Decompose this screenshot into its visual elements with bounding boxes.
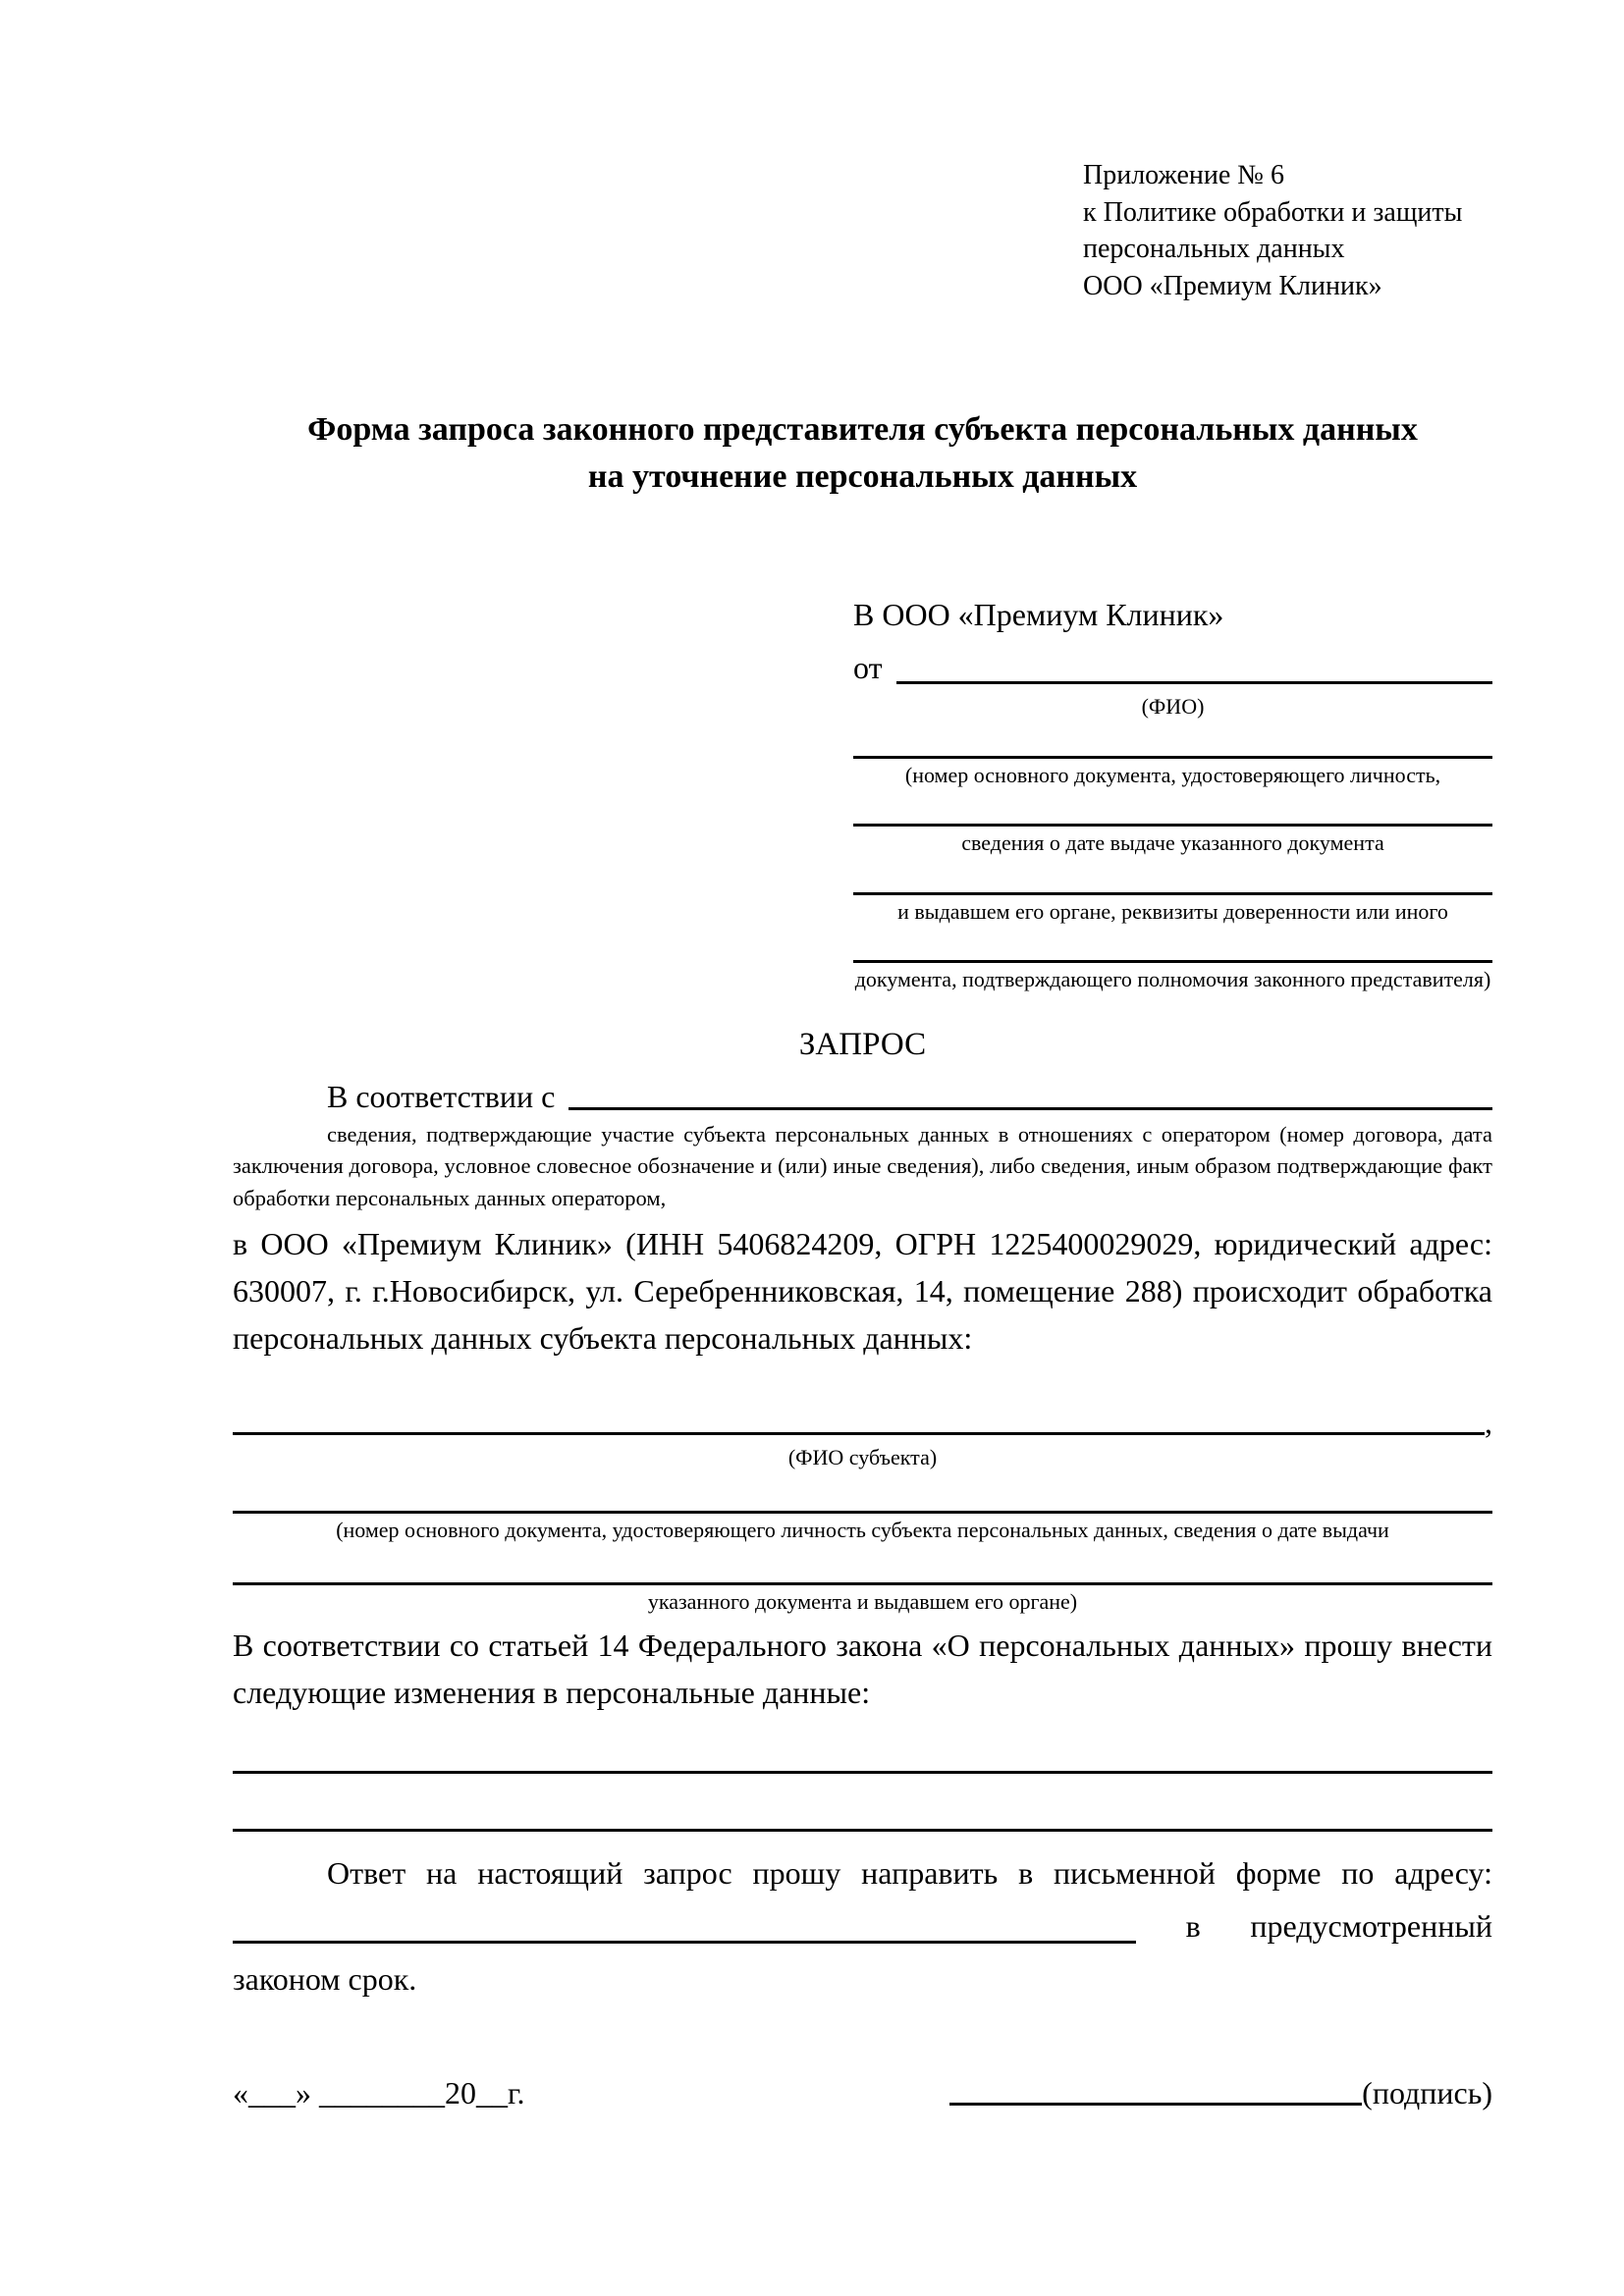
subject-doc-caption: (номер основного документа, удостоверяющего личность субъекта персональных данных, сведения о дате выдачи [336, 1517, 1389, 1542]
representative-doc-field [853, 960, 1492, 993]
from-label: от [853, 649, 883, 685]
answer-paragraph-line1: Ответ на настоящий запрос прошу направить в письменной форме по адресу: [327, 1854, 1492, 1891]
appendix-header-line: Приложение № 6 [1083, 160, 1284, 190]
appendix-header [1083, 157, 1492, 304]
fill-line [853, 756, 1492, 759]
subject-doc-fill-line [233, 1582, 1492, 1585]
signature-fill-line [949, 2103, 1362, 2106]
address-fill-line [233, 1941, 1136, 1944]
appendix-header-line: к Политике обработки и защиты [1083, 196, 1463, 228]
answer-paragraph-line2 [233, 1902, 1492, 1949]
subject-fio-caption: (ФИО субъекта) [787, 1445, 938, 1470]
fill-line [853, 824, 1492, 827]
answer-word: предусмотренный [1250, 1907, 1492, 1944]
subject-fio-fill-line [233, 1432, 1485, 1435]
appendix-header-line: ООО «Премиум Клиник» [1083, 270, 1382, 301]
from-row [853, 645, 1492, 690]
intro-fill-line [568, 1107, 1492, 1110]
fill-line-caption: сведения о дате выдаче указанного документа [961, 830, 1384, 856]
fill-line-caption: (номер основного документа, удостоверяющего личность, [904, 762, 1441, 787]
fill-line [853, 960, 1492, 963]
fill-line-caption: и выдавшем его органе, реквизиты доверенности или иного [897, 898, 1448, 924]
fill-line [853, 892, 1492, 895]
representative-doc-field [853, 892, 1492, 926]
representative-doc-field [853, 824, 1492, 857]
intro-row [233, 1079, 1492, 1115]
representative-doc-field [853, 756, 1492, 789]
signature-block [949, 2075, 1492, 2111]
form-title-line1: Форма запроса законного представителя субъекта персональных данных [307, 411, 1418, 449]
intro-prefix: В соответствии с [327, 1078, 556, 1114]
operator-paragraph: в ООО «Премиум Клиник» (ИНН 5406824209, ОГРН 1225400029029, юридический адрес: 630007, г. г.Новосибирск, ул. Серебренниковская, 14, помещение 288) происходит обработка персональных данных субъекта персональных данных: [233, 1226, 1492, 1357]
subject-fio-row [233, 1405, 1492, 1441]
addressee-block [853, 592, 1492, 993]
addressee-organization: В ООО «Премиум Клиник» [853, 596, 1224, 632]
answer-word: в [1185, 1907, 1201, 1944]
footer-row [233, 2075, 1492, 2111]
law-paragraph: В соответствии со статьей 14 Федерального закона «О персональных данных» прошу внести следующие изменения в персональные данные: [233, 1627, 1492, 1710]
subject-fio-comma: , [1485, 1405, 1492, 1441]
appendix-header-line: персональных данных [1083, 234, 1345, 265]
form-title-line2: на уточнение персональных данных [587, 458, 1138, 496]
fio-caption: (ФИО) [1141, 694, 1205, 720]
subject-doc-caption: указанного документа и выдавшем его органе) [647, 1589, 1078, 1615]
answer-paragraph-tail: законом срок. [233, 1960, 417, 1997]
form-title [233, 406, 1492, 502]
subject-doc-fill-line [233, 1511, 1492, 1514]
fill-line-caption: документа, подтверждающего полномочия законного представителя) [854, 967, 1491, 992]
changes-fill-line [233, 1829, 1492, 1832]
signature-caption: (подпись) [1362, 2074, 1492, 2110]
changes-fill-line [233, 1771, 1492, 1774]
from-fill-line [896, 681, 1492, 684]
relationship-evidence-note: сведения, подтверждающие участие субъекта персональных данных в отношениях с оператором (номер договора, дата заключения договора, условное словесное обозначение и (или) иные сведения), либо сведения, иным образом подтверждающие факт обработки персональных данных оператором, [233, 1121, 1492, 1210]
request-heading: ЗАПРОС [798, 1026, 927, 1062]
date-blank: «___» ________20__г. [233, 2074, 525, 2110]
